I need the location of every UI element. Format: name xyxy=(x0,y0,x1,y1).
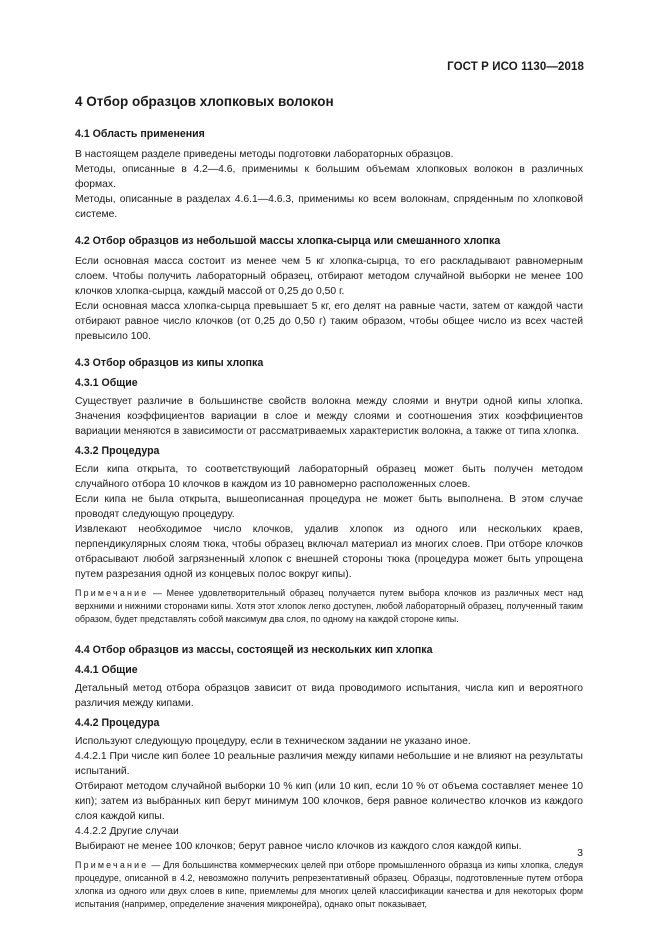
section-4-3-1-title: 4.3.1 Общие xyxy=(75,377,138,389)
note xyxy=(75,587,583,627)
paragraph: Детальный метод отбора образцов зависит от вида проводимого испытания, числа кип и вероятного различия между кипами. xyxy=(75,682,583,709)
paragraph: Отбирают методом случайной выборки 10 % кип (или 10 кип, если 10 % от объема составляет менее 10 кип); затем из выбранных кип берут минимум 100 клочков, беря равное количество клочков из каждого слоя каждой кипы. xyxy=(75,780,583,822)
section-4-4-2-title: 4.4.2 Процедура xyxy=(75,716,160,729)
page-content xyxy=(75,89,583,915)
paragraph: 4.4.2.1 При числе кип более 10 реальные различия между кипами небольшие и не влияют на результаты испытаний. xyxy=(75,750,583,777)
note-text: — Для большинства коммерческих целей при отборе промышленного образца из кипы хлопка, следуя процедуре, описанной в 4.2, невозможно получить репрезентативный образец. Образцы, подготовленные путем отбора хлопка из одного или двух слоев в кипе, приемлемы для многих целей классификации качества и для некоторых форм испытания (например, определение значения микронейра), однако опыт показывает, xyxy=(75,859,583,910)
note xyxy=(75,859,583,912)
document-id-header: ГОСТ Р ИСО 1130—2018 xyxy=(447,61,584,73)
note-text: — Менее удовлетворительный образец получается путем выбора клочков из различных мест над верхними и нижними сторонами кипы. Хотя этот хлопок легко доступен, любой лабораторный образец, полученный таким образом, будет представлять собой максимум два слоя, по одному на каждой стороне кипы. xyxy=(75,588,583,625)
paragraph: Если кипа открыта, то соответствующий лабораторный образец может быть получен методом случайного отбора 10 клочков в каждом из 10 равномерно расположенных слоев. xyxy=(75,464,583,490)
section-4-4-title: 4.4 Отбор образцов из массы, состоящей из нескольких кип хлопка xyxy=(75,643,433,656)
paragraph: Методы, описанные в 4.2—4.6, применимы к большим объемам хлопковых волокон в различных формах. xyxy=(75,164,583,190)
paragraph: Если основная масса состоит из менее чем 5 кг хлопка-сырца, то его раскладывают равномерным слоем. Чтобы получить лабораторный образец, отбирают методом случайной выборки не менее 100 клочков хлопка-сырца, каждый массой от 0,25 до 0,50 г. xyxy=(75,256,583,297)
section-4-3-2-title: 4.3.2 Процедура xyxy=(75,445,160,457)
paragraph: В настоящем разделе приведены методы подготовки лабораторных образцов. xyxy=(75,149,454,160)
section-4-3-title: 4.3 Отбор образцов из кипы хлопка xyxy=(75,357,264,369)
section-4-1-title: 4.1 Область применения xyxy=(75,128,205,140)
paragraph: Существует различие в большинстве свойств волокна между слоями и внутри одной кипы хлопка. Значения коэффициентов вариации в слое и между слоями и соотношения этих коэффициентов вариации меняются в зависимости от рассматриваемых характеристик волокна, а также от типа хлопка. xyxy=(75,396,583,437)
paragraph: Если основная масса хлопка-сырца превышает 5 кг, его делят на равные части, затем от каждой части отбирают равное число клочков (от 0,25 до 0,50 г) таким образом, чтобы общее число из всех частей превысило 100. xyxy=(75,301,583,342)
section-4-title: 4 Отбор образцов хлопковых волокон xyxy=(75,94,334,109)
paragraph: Извлекают необходимое число клочков, удалив хлопок из одного или нескольких краев, перпендикулярных слоям тюка, чтобы образец включал материал из многих слоев. При отборе клочков отбрасывают любой загрязненный хлопок с внешней стороны тюка (процедура может быть упрощена путем разрезания одной из концевых полос вокруг кипы). xyxy=(75,524,583,580)
paragraph: Выбирают не менее 100 клочков; берут равное число клочков из каждого слоя каждой кипы. xyxy=(75,840,522,852)
paragraph: Если кипа не была открыта, вышеописанная процедура не может быть выполнена. В этом случае проводят следующую процедуру. xyxy=(75,494,583,520)
page-number: 3 xyxy=(577,847,583,859)
paragraph: Используют следующую процедуру, если в техническом задании не указано иное. xyxy=(75,735,471,747)
note-label: Примечание xyxy=(75,859,149,870)
note-label: Примечание xyxy=(75,588,149,598)
section-4-4-1-title: 4.4.1 Общие xyxy=(75,663,138,676)
paragraph: Методы, описанные в разделах 4.6.1—4.6.3, применимы ко всем волокнам, спряденным по хлопковой системе. xyxy=(75,194,583,220)
paragraph: 4.4.2.2 Другие случаи xyxy=(75,825,179,837)
section-4-2-title: 4.2 Отбор образцов из небольшой массы хлопка-сырца или смешанного хлопка xyxy=(75,235,501,247)
